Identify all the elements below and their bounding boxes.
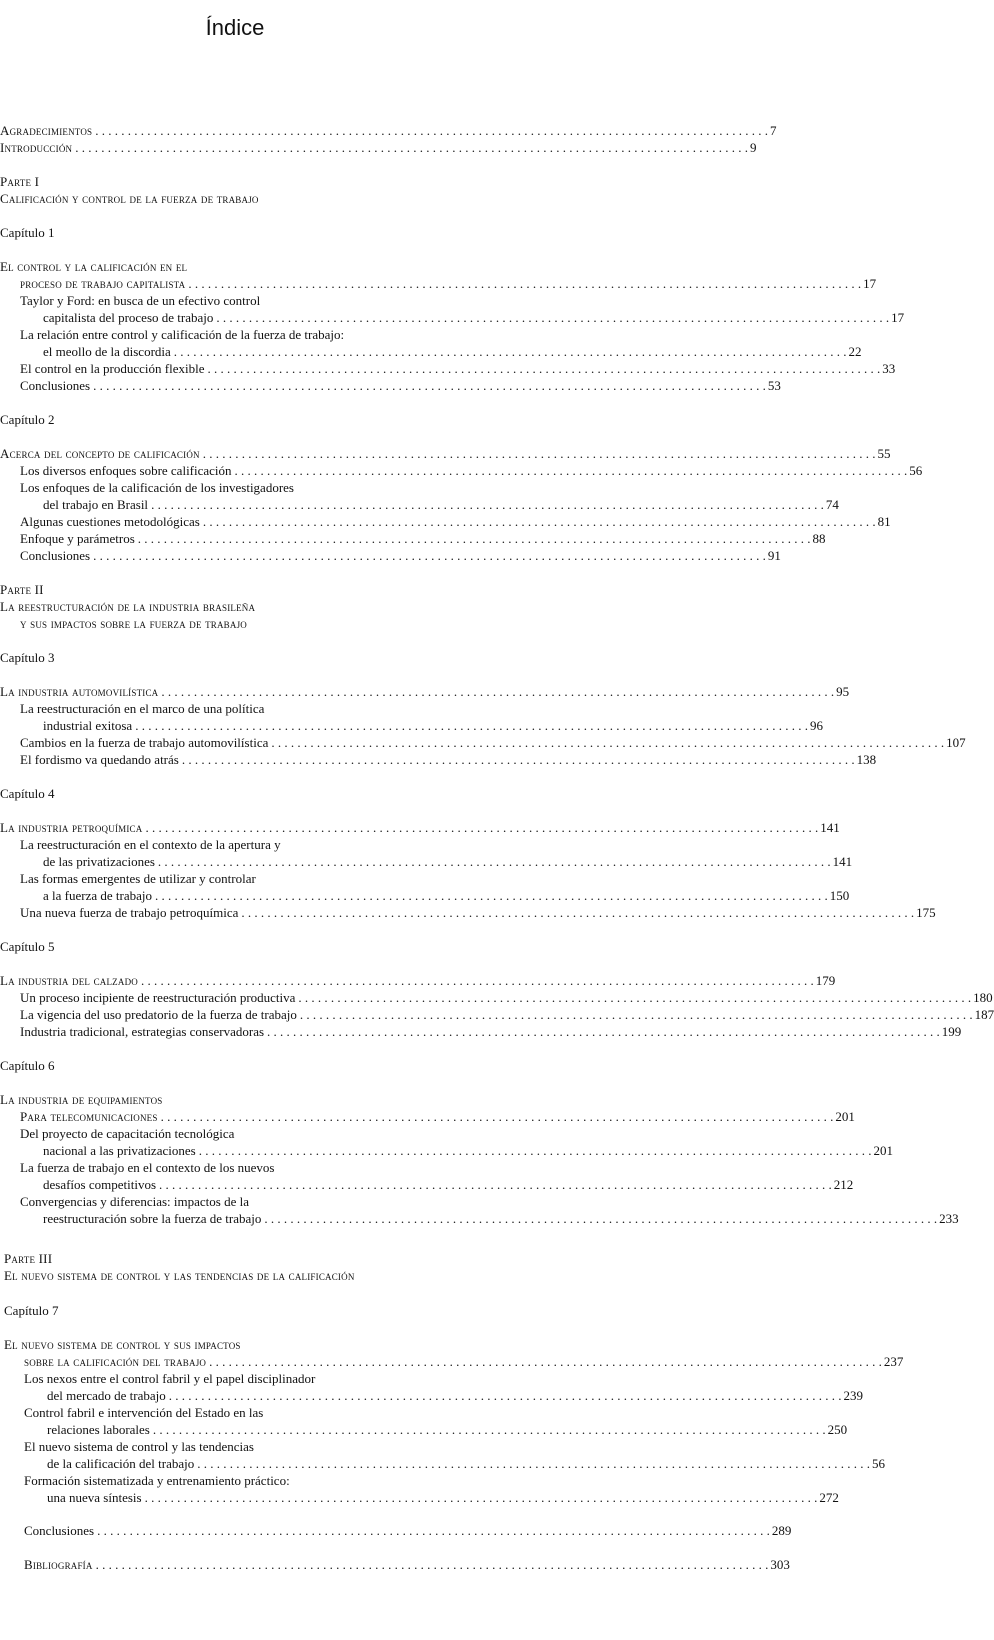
toc-page-number: 9 [749,140,757,155]
toc-entry-title: Capítulo 3 [0,650,55,665]
toc-heading [4,1267,462,1284]
toc-entry [4,1353,904,1370]
toc-page-number: 187 [974,1007,994,1022]
toc-entry-title: de la calificación del trabajo [47,1456,195,1471]
toc-heading [0,700,478,717]
toc-entry [0,139,757,156]
toc-entry-title: Capítulo 6 [0,1058,55,1073]
toc-entry-title: sobre la calificación del trabajo [24,1354,207,1369]
toc-heading [0,292,478,309]
toc-entry-title: Del proyecto de capacitación tecnológica [20,1126,235,1141]
toc-heading [0,615,478,632]
toc-leader-dots [197,1455,870,1472]
toc-entry [0,734,966,751]
toc-heading [0,649,458,666]
toc-entry [0,751,877,768]
toc-heading [0,1193,478,1210]
toc-entry-title: Parte III [4,1251,53,1266]
toc-entry [0,972,836,989]
toc-heading [4,1302,462,1319]
toc-entry-title: El nuevo sistema de control y las tendencias de la calificación [4,1268,355,1283]
toc-leader-dots [182,751,855,768]
toc-entry-title: Las formas emergentes de utilizar y controlar [20,871,256,886]
toc-entry [4,1455,886,1472]
toc-leader-dots [209,1353,882,1370]
toc-entry-title: Convergencias y diferencias: impactos de la [20,1194,249,1209]
toc-entry-title: reestructuración sobre la fuerza de trabajo [43,1211,262,1226]
toc-heading [0,598,458,615]
toc-entry-title: del trabajo en Brasil [43,497,149,512]
toc-entry-title: Los nexos entre el control fabril y el papel disciplinador [24,1371,316,1386]
toc-leader-dots [169,1387,842,1404]
toc-page-number: 74 [825,497,839,512]
toc-entry [0,1108,855,1125]
toc-entry-title: Cambios en la fuerza de trabajo automovilística [20,735,269,750]
toc-entry-title: Control fabril e intervención del Estado en las [24,1405,264,1420]
toc-entry-title: y sus impactos sobre la fuerza de trabajo [20,616,247,631]
toc-heading [0,1125,478,1142]
toc-entry [0,377,781,394]
toc-heading [4,1472,482,1489]
toc-entry-title: La reestructuración de la industria brasileña [0,599,256,614]
toc-leader-dots [207,360,880,377]
toc-entry-title: El nuevo sistema de control y las tendencias [24,1439,254,1454]
toc-entry-title: Una nueva fuerza de trabajo petroquímica [20,905,239,920]
toc-page-number: 55 [877,446,891,461]
toc-entry-title: de las privatizaciones [43,854,155,869]
toc-leader-dots [267,1023,940,1040]
toc-heading [0,938,458,955]
toc-heading [0,326,478,343]
toc-heading [0,411,458,428]
toc-entry [0,904,936,921]
toc-entry-title: a la fuerza de trabajo [43,888,152,903]
toc-leader-dots [153,1421,826,1438]
toc-entry-title: El control y la calificación en el [0,259,188,274]
toc-entry-title: desafíos competitivos [43,1177,157,1192]
toc-page-number: 237 [883,1354,904,1369]
toc-leader-dots [174,343,847,360]
toc-entry-title: Calificación y control de la fuerza de trabajo [0,191,259,206]
toc-entry-title: Capítulo 5 [0,939,55,954]
toc-entry [0,819,840,836]
toc-entry [0,343,862,360]
toc-entry-title: Capítulo 7 [4,1303,59,1318]
toc-entry-title: Industria tradicional, estrategias conservadoras [20,1024,265,1039]
toc-leader-dots [235,462,908,479]
toc-leader-dots [138,530,811,547]
toc-entry-title: Un proceso incipiente de reestructuración productiva [20,990,296,1005]
toc-entry [0,496,839,513]
toc-leader-dots [93,377,766,394]
toc-entry-title: el meollo de la discordia [43,344,171,359]
toc-page-number: 272 [819,1490,839,1505]
toc-heading [0,258,458,275]
toc-page-number: 53 [767,378,781,393]
toc-page-number: 199 [941,1024,962,1039]
toc-entry-title: nacional a las privatizaciones [43,1143,196,1158]
toc-entry-title: La fuerza de trabajo en el contexto de los nuevos [20,1160,275,1175]
toc-leader-dots [203,445,876,462]
toc-entry-title: La industria automovilística [0,684,159,699]
toc-leader-dots [161,683,834,700]
toc-page-number: 91 [767,548,781,563]
toc-page-number: 88 [812,531,826,546]
toc-leader-dots [155,887,828,904]
toc-entry [0,1142,893,1159]
toc-page-number: 239 [843,1388,863,1403]
toc-page-number: 81 [877,514,891,529]
toc-heading [4,1370,482,1387]
toc-heading [0,836,478,853]
toc-leader-dots [93,547,766,564]
toc-entry-title: relaciones laborales [47,1422,150,1437]
toc-page-number: 289 [771,1523,792,1538]
toc-page-number: 107 [946,735,966,750]
toc-heading [0,173,458,190]
toc-leader-dots [95,122,768,139]
toc-page-number: 141 [820,820,840,835]
toc-entry-title: Formación sistematizada y entrenamiento práctico: [24,1473,290,1488]
toc-entry-title: Conclusiones [24,1523,95,1538]
toc-entry [4,1387,863,1404]
toc-entry-title: La reestructuración en el marco de una política [20,701,265,716]
toc-page-number: 7 [769,123,777,138]
toc-entry [0,360,896,377]
toc-entry-title: industrial exitosa [43,718,133,733]
toc-entry-title: proceso de trabajo capitalista [20,276,186,291]
toc-entry [0,717,823,734]
toc-entry [4,1421,848,1438]
toc-page-number: 95 [836,684,850,699]
toc-entry-title: La vigencia del uso predatorio de la fuerza de trabajo [20,1007,297,1022]
toc-entry [4,1556,790,1573]
toc-entry-title: Enfoque y parámetros [20,531,135,546]
toc-entry [0,122,777,139]
toc-leader-dots [145,819,818,836]
toc-entry [0,547,781,564]
toc-entry-title: El control en la producción flexible [20,361,205,376]
toc-page-number: 179 [815,973,836,988]
toc-entry-title: Bibliografía [24,1557,93,1572]
toc-page-number: 17 [891,310,905,325]
toc-entry-title: Para telecomunicaciones [20,1109,158,1124]
toc-page-number: 303 [770,1557,790,1572]
toc-page-number: 56 [872,1456,886,1471]
toc-entry [0,1006,994,1023]
toc-heading [0,1159,478,1176]
toc-entry [0,445,891,462]
toc-entry-title: La relación entre control y calificación de la fuerza de trabajo: [20,327,345,342]
toc-entry [0,887,850,904]
toc-heading [0,190,458,207]
toc-entry-title: del mercado de trabajo [47,1388,166,1403]
toc-entry-title: Algunas cuestiones metodológicas [20,514,200,529]
toc-entry [0,1176,854,1193]
toc-heading [0,870,478,887]
toc-leader-dots [161,1108,834,1125]
toc-leader-dots [203,513,876,530]
toc-entry-title: Parte II [0,582,44,597]
toc-leader-dots [159,1176,832,1193]
toc-page-number: 175 [916,905,936,920]
toc-leader-dots [151,496,824,513]
toc-entry [0,530,826,547]
toc-entry [0,309,905,326]
toc-heading [4,1438,482,1455]
toc-entry-title: Agradecimientos [0,123,93,138]
toc-leader-dots [199,1142,872,1159]
toc-page-number: 180 [973,990,993,1005]
toc-page-number: 150 [829,888,850,903]
toc-page-number: 96 [809,718,823,733]
toc-entry-title: Capítulo 1 [0,225,55,240]
toc-heading [0,224,458,241]
toc-leader-dots [271,734,944,751]
toc-leader-dots [141,972,814,989]
toc-leader-dots [96,1556,769,1573]
toc-heading [0,1091,458,1108]
toc-entry-title: Conclusiones [20,378,91,393]
toc-leader-dots [188,275,861,292]
toc-leader-dots [158,853,831,870]
toc-page-number: 201 [873,1143,893,1158]
toc-entry-title: una nueva síntesis [47,1490,142,1505]
toc-heading [0,479,478,496]
toc-entry-title: El fordismo va quedando atrás [20,752,179,767]
toc-page-number: 250 [827,1422,848,1437]
toc-leader-dots [300,1006,973,1023]
toc-page-number: 56 [909,463,923,478]
toc-entry-title: capitalista del proceso de trabajo [43,310,214,325]
toc-leader-dots [298,989,971,1006]
toc-page-number: 141 [832,854,853,869]
toc-leader-dots [97,1522,770,1539]
toc-heading [4,1404,482,1421]
toc-leader-dots [264,1210,937,1227]
toc-entry-title: Conclusiones [20,548,91,563]
toc-entry-title: Parte I [0,174,40,189]
toc-entry-title: Los diversos enfoques sobre calificación [20,463,232,478]
toc-heading [4,1336,462,1353]
toc-leader-dots [216,309,889,326]
toc-heading [0,785,458,802]
toc-entry [0,462,923,479]
toc-entry-title: La industria del calzado [0,973,138,988]
toc-entry [0,683,850,700]
page-title: Índice [205,14,265,40]
toc-entry [0,513,891,530]
toc-entry-title: Acerca del concepto de calificación [0,446,200,461]
toc-entry [0,853,853,870]
toc-entry-title: Los enfoques de la calificación de los investigadores [20,480,294,495]
toc-entry-title: La industria petroquímica [0,820,143,835]
toc-entry-title: La reestructuración en el contexto de la apertura y [20,837,281,852]
toc-page-number: 201 [835,1109,855,1124]
toc-entry-title: Introducción [0,140,73,155]
toc-leader-dots [145,1489,818,1506]
toc-page-number: 138 [856,752,877,767]
toc-entry-title: El nuevo sistema de control y sus impactos [4,1337,241,1352]
toc-leader-dots [135,717,808,734]
toc-page-number: 233 [939,1211,959,1226]
toc-heading [0,1057,458,1074]
toc-page-number: 17 [863,276,877,291]
toc-page-number: 22 [848,344,862,359]
toc-entry-title: La industria de equipamientos [0,1092,163,1107]
toc-entry-title: Taylor y Ford: en busca de un efectivo control [20,293,261,308]
toc-entry [0,1210,959,1227]
toc-entry-title: Capítulo 4 [0,786,55,801]
toc-entry [4,1522,792,1539]
toc-entry [0,1023,962,1040]
toc-leader-dots [75,139,748,156]
toc-entry [0,275,877,292]
toc-entry [0,989,993,1006]
toc-page-number: 33 [882,361,896,376]
toc-entry-title: Capítulo 2 [0,412,55,427]
toc-leader-dots [241,904,914,921]
toc-heading [0,581,458,598]
toc-heading [4,1250,462,1267]
toc-entry [4,1489,839,1506]
toc-page-number: 212 [833,1177,854,1192]
